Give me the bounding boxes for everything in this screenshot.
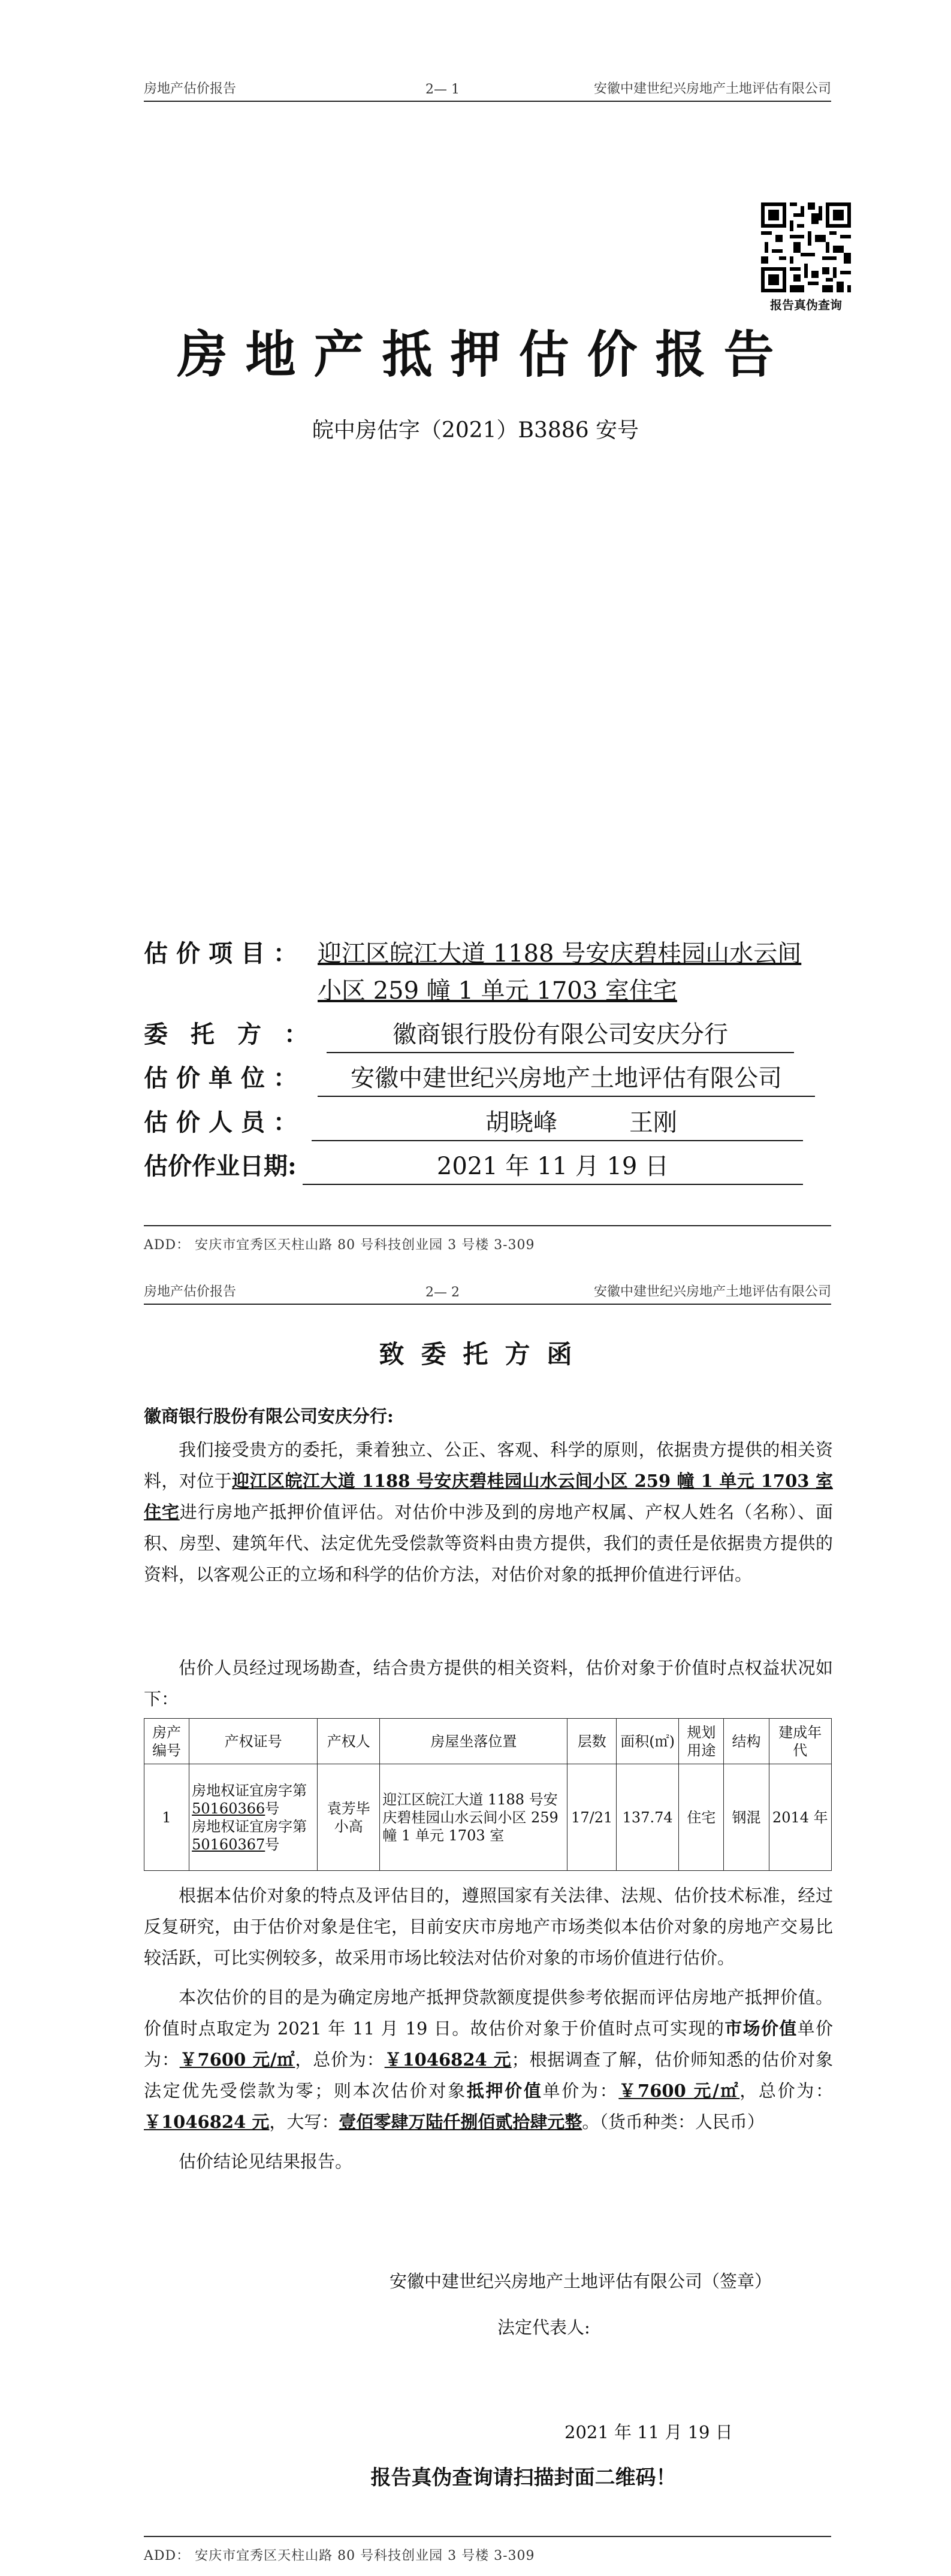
cell-location: 迎江区皖江大道 1188 号安庆碧桂园山水云间小区 259 幢 1 单元 1703 室 xyxy=(380,1764,567,1871)
letter-paragraph-5: 估价结论见结果报告。 xyxy=(179,2151,353,2172)
qr-caption: 报告真伪查询 xyxy=(770,298,842,312)
page-footer: ADD： 安庆市宜秀区天柱山路 80 号科技创业园 3 号楼 3-309 xyxy=(144,2536,831,2564)
letter-paragraph-1: 我们接受贵方的委托，秉着独立、公正、客观、科学的原则，依据贵方提供的相关资料，对位于迎江区皖江大道 1188 号安庆碧桂园山水云间小区 259 幢 1 单元 1703 室住宅进行房地产抵押价值评估。对估价中涉及到的房地产权属、产权人姓名（名称）、面积、房型、建筑年代、法定优先受偿款等资料由贵方提供，我们的责任是依据贵方提供的资料，以客观公正的立场和科学的估价方法，对估价对象的抵押价值进行评估。 xyxy=(144,1440,833,1585)
date-value: 2021 年 11 月 19 日 xyxy=(303,1147,803,1185)
cell-certificate: 房地权证宜房字第50160366号 房地权证宜房字第50160367号 xyxy=(189,1764,318,1871)
mortgage-total-price: ￥1046824 元 xyxy=(144,2112,270,2132)
property-address: 迎江区皖江大道 1188 号安庆碧桂园山水云间小区 259 幢 1 单元 1703 室住宅 xyxy=(144,1471,833,1522)
client-label: 委托方： xyxy=(144,1020,331,1048)
report-title: 房地产抵押估价报告 xyxy=(177,325,792,384)
unit-label: 估价单位： xyxy=(144,1064,306,1092)
col-header: 层数 xyxy=(567,1719,617,1764)
legal-representative: 法定代表人: xyxy=(497,2317,590,2338)
col-header: 房产编号 xyxy=(144,1719,189,1764)
client-value: 徽商银行股份有限公司安庆分行 xyxy=(327,1015,794,1053)
total-in-words: 壹佰零肆万陆仟捌佰贰拾肆元整 xyxy=(339,2112,582,2132)
appraisers-value xyxy=(312,1103,803,1141)
cell-area: 137.74 xyxy=(616,1764,678,1871)
cell-no: 1 xyxy=(144,1764,189,1871)
cover-info xyxy=(144,935,815,1186)
col-header: 房屋坐落位置 xyxy=(380,1719,567,1764)
unit-value: 安徽中建世纪兴房地产土地评估有限公司 xyxy=(318,1059,815,1097)
table-row xyxy=(144,1764,832,1871)
appraiser-1: 胡晓峰 xyxy=(485,1109,557,1136)
appraisers-label: 估价人员： xyxy=(144,1108,306,1136)
header-right: 安徽中建世纪兴房地产土地评估有限公司 xyxy=(593,1284,831,1299)
unit-price: ￥7600 元/㎡ xyxy=(179,2049,295,2070)
project-value-line2: 小区 259 幢 1 单元 1703 室住宅 xyxy=(318,977,677,1005)
header-page-number: 2— 1 xyxy=(425,82,460,97)
doc-number: 皖中房估字（2021）B3886 安号 xyxy=(312,418,639,443)
header-left: 房地产估价报告 xyxy=(144,81,237,96)
letter-paragraph-3: 根据本估价对象的特点及评估目的，遵照国家有关法律、法规、估价技术标准，经过反复研究，由于估价对象是住宅，目前安庆市房地产市场类似本估价对象的房地产交易比较活跃，可比实例较多，故采用市场比较法对估价对象的市场价值进行估价。 xyxy=(144,1885,833,1968)
property-table xyxy=(144,1718,832,1871)
cell-year: 2014 年 xyxy=(769,1764,831,1871)
total-price: ￥1046824 元 xyxy=(384,2049,512,2070)
cover-page xyxy=(0,0,951,1281)
signer: 安徽中建世纪兴房地产土地评估有限公司（签章） xyxy=(390,2271,772,2291)
letter-paragraph-2: 估价人员经过现场勘查，结合贵方提供的相关资料，估价对象于价值时点权益状况如下： xyxy=(144,1658,833,1709)
col-header: 建成年代 xyxy=(769,1719,831,1764)
col-header: 产权人 xyxy=(318,1719,380,1764)
qr-code-icon[interactable] xyxy=(761,202,851,292)
date-label: 估价作业日期: xyxy=(144,1152,297,1180)
col-header: 产权证号 xyxy=(189,1719,318,1764)
cell-floors: 17/21 xyxy=(567,1764,617,1871)
project-label: 估价项目： xyxy=(144,939,306,967)
verify-note: 报告真伪查询请扫描封面二维码！ xyxy=(370,2466,677,2490)
appraiser-2: 王刚 xyxy=(629,1109,677,1136)
letter-title: 致委托方函 xyxy=(379,1340,589,1369)
letter-paragraph-4: 本次估价的目的是为确定房地产抵押贷款额度提供参考依据而评估房地产抵押价值。价值时点取定为 2021 年 11 月 19 日。故估价对象于价值时点可实现的市场价值单价为：￥7600 元/㎡，总价为：￥1046824 元；根据调查了解，估价师知悉的估价对象法定优先受偿款为零；则本次估价对象抵押价值单价为：￥7600 元/㎡，总价为：￥1046824 元，大写：壹佰零肆万陆仟捌佰贰拾肆元整。（货币种类：人民币） xyxy=(144,1987,833,2132)
page-header xyxy=(144,78,831,102)
cell-use: 住宅 xyxy=(679,1764,724,1871)
sign-date: 2021 年 11 月 19 日 xyxy=(564,2422,733,2442)
header-page-number: 2— 2 xyxy=(425,1285,460,1300)
cell-owner: 袁芳毕小高 xyxy=(318,1764,380,1871)
letter-salutation: 徽商银行股份有限公司安庆分行: xyxy=(144,1406,394,1426)
page-header xyxy=(144,1281,831,1305)
header-right: 安徽中建世纪兴房地产土地评估有限公司 xyxy=(593,81,831,96)
col-header: 结构 xyxy=(724,1719,769,1764)
letter-page xyxy=(0,1281,951,2576)
mortgage-unit-price: ￥7600 元/㎡ xyxy=(618,2081,740,2101)
page-footer: ADD： 安庆市宜秀区天柱山路 80 号科技创业园 3 号楼 3-309 xyxy=(144,1225,831,1253)
col-header: 面积(㎡) xyxy=(616,1719,678,1764)
table-header-row xyxy=(144,1719,832,1764)
project-value-line1: 迎江区皖江大道 1188 号安庆碧桂园山水云间 xyxy=(318,940,802,967)
header-left: 房地产估价报告 xyxy=(144,1284,237,1299)
col-header: 规划用途 xyxy=(679,1719,724,1764)
cell-structure: 钢混 xyxy=(724,1764,769,1871)
